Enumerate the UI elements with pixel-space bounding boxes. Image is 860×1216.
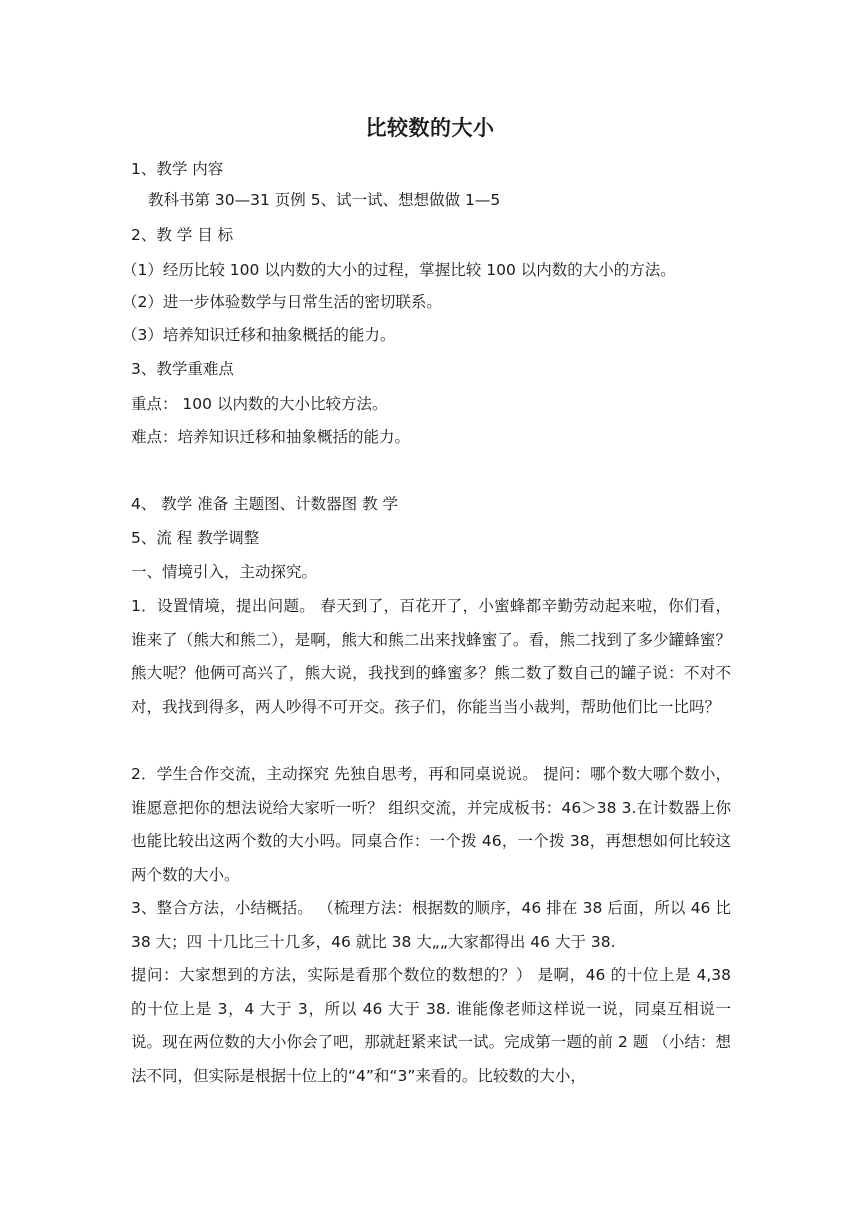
goal-item-2: （2）进一步体验数学与日常生活的密切联系。: [122, 293, 442, 311]
paragraph-cooperation: 2．学生合作交流，主动探究 先独自思考，再和同桌说说。 提问：哪个数大哪个数小，谁愿意把你的想法说给大家听一听？ 组织交流，并完成板书：46＞38 3.在计数器上你也能比较出这两个数的大小吗。同桌合作：一个拨 46，一个拨 38，再想想如何比较这两个数的大小。: [131, 765, 731, 884]
goal-item-3: （3）培养知识迁移和抽象概括的能力。: [122, 326, 396, 344]
teaching-content-text: 教科书第 30—31 页例 5、试一试、想想做做 1—5: [148, 191, 501, 209]
section-heading-preparation: 4、 教学 准备 主题图、计数器图 教 学: [131, 495, 398, 513]
goal-item-1: （1）经历比较 100 以内数的大小的过程，掌握比较 100 以内数的大小的方法。: [122, 261, 676, 279]
section-heading-process: 5、流 程 教学调整: [131, 529, 260, 547]
paragraph-situation: 1．设置情境，提出问题。 春天到了，百花开了，小蜜蜂都辛勤劳动起来啦，你们看，谁来了（熊大和熊二），是啊，熊大和熊二出来找蜂蜜了。看，熊二找到了多少罐蜂蜜？熊大呢？他俩可高兴了，熊大说，我找到的蜂蜜多？熊二数了数自己的罐子说：不对不对，我找到得多，两人吵得不可开交。孩子们，你能当当小裁判，帮助他们比一比吗？: [131, 597, 731, 716]
section-heading-key-points: 3、教学重难点: [131, 360, 234, 378]
section-heading-teaching-goals: 2、教 学 目 标: [131, 226, 234, 244]
document-title: 比较数的大小: [365, 116, 495, 140]
difficult-point-text: 难点：培养知识迁移和抽象概括的能力。: [131, 428, 411, 446]
paragraph-summary: 3、整合方法，小结概括。 （梳理方法：根据数的顺序，46 排在 38 后面，所以 46 比 38 大；四 十几比三十几多，46 就比 38 大„„大家都得出 46 大于 38.: [131, 899, 731, 951]
paragraph-question: 提问：大家想到的方法，实际是看那个数位的数想的？） 是啊，46 的十位上是 4,38 的十位上是 3，4 大于 3，所以 46 大于 38. 谁能像老师这样说一说，同桌互相说一说。现在两位数的大小你会了吧，那就赶紧来试一试。完成第一题的前 2 题 （小结：想法不同，但实际是根据十位上的“4”和“3”来看的。比较数的大小，: [131, 966, 731, 1085]
process-part-heading: 一、情境引入，主动探究。: [131, 563, 318, 581]
section-heading-teaching-content: 1、教学 内容: [131, 160, 224, 178]
key-point-text: 重点： 100 以内数的大小比较方法。: [131, 395, 388, 413]
